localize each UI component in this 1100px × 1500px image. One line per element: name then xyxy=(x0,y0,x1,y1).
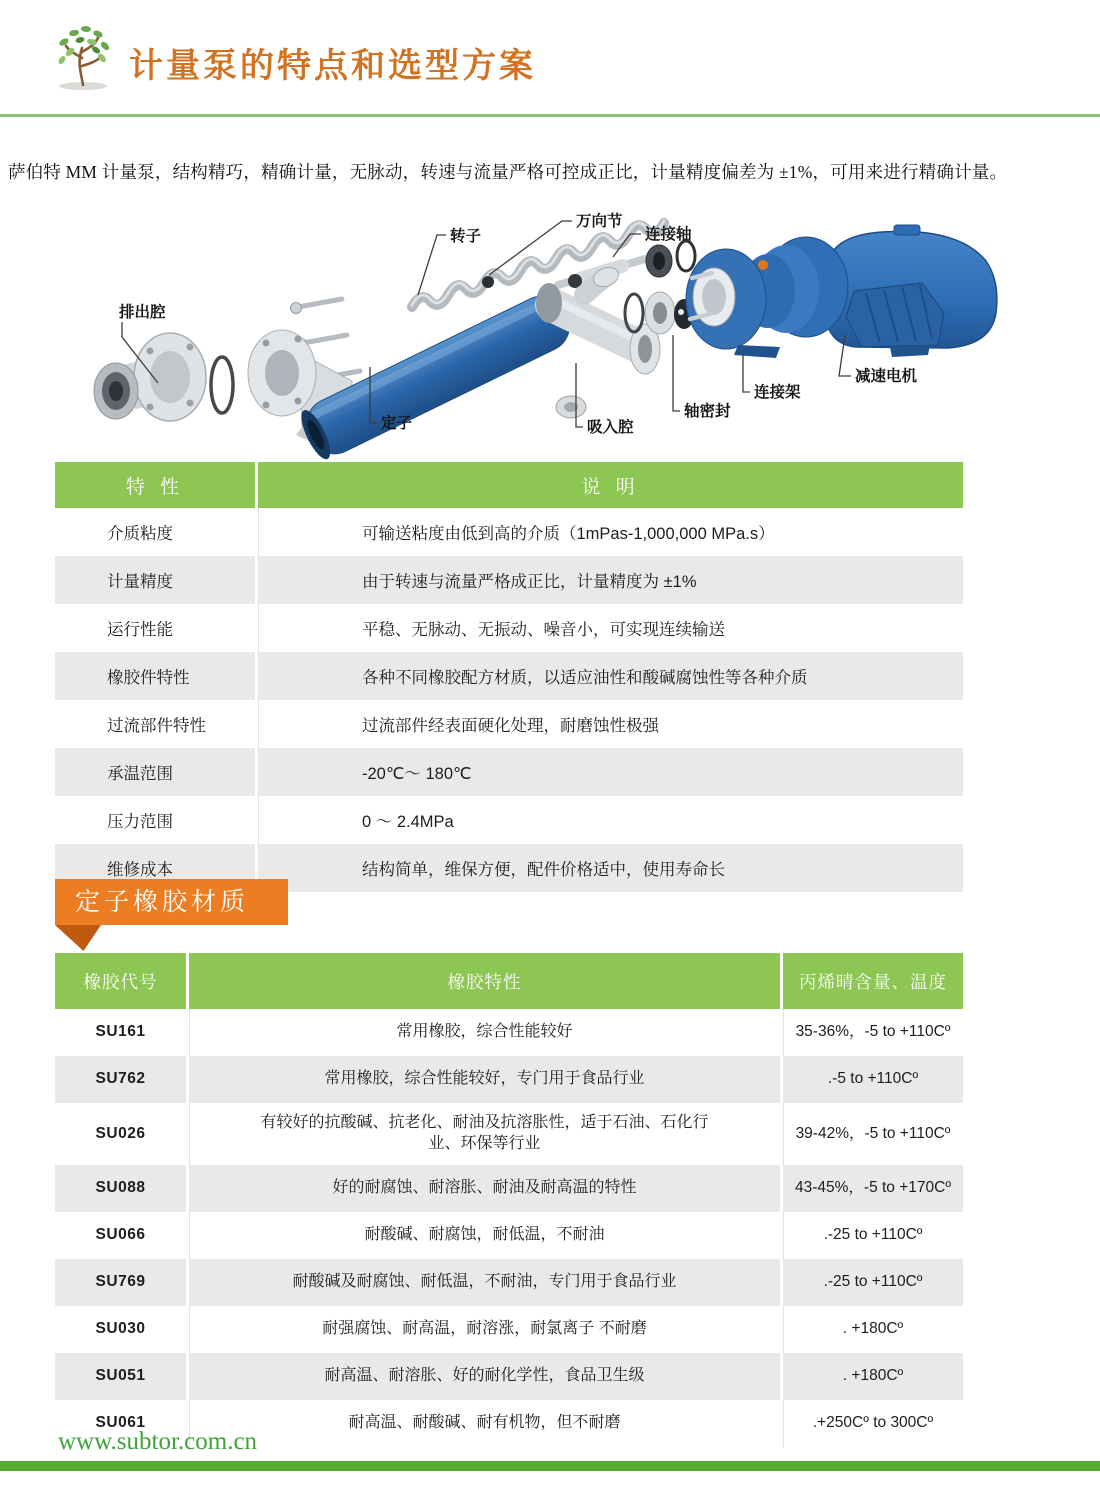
rubber-range-cell: .-5 to +110Cº xyxy=(780,1056,963,1103)
rubber-desc-cell: 好的耐腐蚀、耐溶胀、耐油及耐高温的特性 xyxy=(186,1165,780,1212)
page-title: 计量泵的特点和选型方案 xyxy=(129,48,536,85)
rubber-range-cell: .+250Cº to 300Cº xyxy=(780,1400,963,1447)
feature-name-cell: 承温范围 xyxy=(107,765,173,783)
diagram-label-stator: 定子 xyxy=(381,415,413,432)
section-banner xyxy=(55,879,288,925)
feature-row xyxy=(55,748,963,796)
rubber-row xyxy=(55,1165,963,1212)
rubber-desc-cell: 耐强腐蚀、耐高温，耐溶涨，耐氯离子 不耐磨 xyxy=(186,1306,780,1353)
feature-row xyxy=(55,700,963,748)
feature-desc-cell: 各种不同橡胶配方材质，以适应油性和酸碱腐蚀性等各种介质 xyxy=(255,652,963,700)
rubber-row xyxy=(55,1306,963,1353)
rubber-row xyxy=(55,1056,963,1103)
feature-name-cell: 运行性能 xyxy=(107,621,173,639)
rubber-desc-cell: 耐酸碱、耐腐蚀，耐低温，不耐油 xyxy=(186,1212,780,1259)
rubber-range-cell: 35-36%，-5 to +110Cº xyxy=(780,1009,963,1056)
rubber-desc-cell: 常用橡胶，综合性能较好，专门用于食品行业 xyxy=(186,1056,780,1103)
gear-motor-part xyxy=(686,225,997,358)
rubber-row xyxy=(55,1212,963,1259)
diagram-label-gear-motor: 减速电机 xyxy=(855,368,918,385)
feature-desc-cell: 由于转速与流量严格成正比，计量精度为 ±1% xyxy=(255,556,963,604)
website-link[interactable]: www.subtor.com.cn xyxy=(58,1428,258,1455)
feature-name-cell: 计量精度 xyxy=(107,573,173,591)
header-divider xyxy=(0,114,1100,117)
feature-name-cell: 过流部件特性 xyxy=(107,717,206,735)
rubber-range-cell: 39-42%，-5 to +110Cº xyxy=(780,1103,963,1165)
rubber-row xyxy=(55,1103,963,1165)
rubber-range-cell: . +180Cº xyxy=(780,1306,963,1353)
rubber-code-cell: SU161 xyxy=(95,1023,146,1041)
feature-desc-cell: 可输送粘度由低到高的介质（1mPas-1,000,000 MPa.s） xyxy=(255,508,963,556)
rubber-row xyxy=(55,1353,963,1400)
leader-rotor xyxy=(418,235,446,295)
diagram-label-universal-joint: 万向节 xyxy=(576,213,623,230)
rubber-range-cell: .-25 to +110Cº xyxy=(780,1212,963,1259)
rubber-range-cell: . +180Cº xyxy=(780,1353,963,1400)
feature-name-cell: 维修成本 xyxy=(107,861,173,879)
section-banner-label: 定子橡胶材质 xyxy=(55,879,288,925)
diagram-label-shaft-seal: 轴密封 xyxy=(684,403,731,420)
rubber-row xyxy=(55,1259,963,1306)
rubber-code-cell: SU030 xyxy=(95,1320,146,1338)
feature-row xyxy=(55,604,963,652)
rubber-code-cell: SU769 xyxy=(95,1273,146,1291)
features-table xyxy=(55,462,963,892)
rubber-code-cell: SU066 xyxy=(95,1226,146,1244)
tree-logo-icon xyxy=(52,24,116,92)
feature-desc-cell: -20℃～ 180℃ xyxy=(255,748,963,796)
feature-row xyxy=(55,556,963,604)
rubber-desc-cell: 耐高温、耐溶胀、好的耐化学性，食品卫生级 xyxy=(186,1353,780,1400)
rubber-table xyxy=(55,953,963,1447)
rubber-code-cell: SU762 xyxy=(95,1070,146,1088)
diagram-label-discharge-chamber: 排出腔 xyxy=(119,304,166,321)
features-header-row xyxy=(55,462,963,508)
leader-connecting-frame xyxy=(743,353,750,392)
features-header-desc: 说 明 xyxy=(255,462,963,508)
features-header-name: 特 性 xyxy=(55,462,255,508)
rubber-header-range: 丙烯晴含量、温度 xyxy=(780,953,963,1009)
rubber-desc-cell: 有较好的抗酸碱、抗老化、耐油及抗溶胀性，适于石油、石化行业、环保等行业 xyxy=(186,1103,780,1165)
feature-name-cell: 介质粘度 xyxy=(107,525,173,543)
rubber-header-row xyxy=(55,953,963,1009)
rubber-range-cell: 43-45%，-5 to +170Cº xyxy=(780,1165,963,1212)
rubber-code-cell: SU026 xyxy=(95,1124,146,1142)
diagram-label-connecting-shaft: 连接轴 xyxy=(645,226,692,243)
discharge-chamber-part xyxy=(94,333,206,421)
section-banner-fold xyxy=(55,925,101,951)
feature-name-cell: 压力范围 xyxy=(107,813,173,831)
rubber-code-cell: SU088 xyxy=(95,1179,146,1197)
rubber-desc-cell: 常用橡胶，综合性能较好 xyxy=(186,1009,780,1056)
rubber-code-cell: SU061 xyxy=(95,1414,146,1432)
feature-row xyxy=(55,652,963,700)
diagram-label-suction-chamber: 吸入腔 xyxy=(587,419,634,436)
diagram-label-rotor: 转子 xyxy=(450,228,482,245)
feature-desc-cell: 结构简单，维保方便，配件价格适中，使用寿命长 xyxy=(255,844,963,892)
feature-row xyxy=(55,508,963,556)
leader-shaft-seal xyxy=(673,335,680,411)
pump-exploded-diagram xyxy=(0,195,1100,463)
feature-row xyxy=(55,796,963,844)
rubber-header-desc: 橡胶特性 xyxy=(186,953,780,1009)
feature-desc-cell: 过流部件经表面硬化处理，耐磨蚀性极强 xyxy=(255,700,963,748)
drive-shaft-part xyxy=(558,241,695,288)
diagram-label-connecting-frame: 连接架 xyxy=(754,384,801,401)
rubber-code-cell: SU051 xyxy=(95,1367,146,1385)
feature-desc-cell: 平稳、无脉动、无振动、噪音小，可实现连续输送 xyxy=(255,604,963,652)
rubber-row xyxy=(55,1009,963,1056)
intro-paragraph: 萨伯特 MM 计量泵，结构精巧，精确计量，无脉动，转速与流量严格可控成正比，计量精度偏差为 ±1%，可用来进行精确计量。 xyxy=(8,162,1008,182)
footer-bar xyxy=(0,1461,1100,1471)
rubber-header-code: 橡胶代号 xyxy=(55,953,186,1009)
feature-desc-cell: 0 ～ 2.4MPa xyxy=(255,796,963,844)
feature-name-cell: 橡胶件特性 xyxy=(107,669,190,687)
rubber-desc-cell: 耐高温、耐酸碱、耐有机物，但不耐磨 xyxy=(186,1400,780,1447)
rubber-range-cell: .-25 to +110Cº xyxy=(780,1259,963,1306)
rubber-desc-cell: 耐酸碱及耐腐蚀、耐低温，不耐油，专门用于食品行业 xyxy=(186,1259,780,1306)
o-ring-part xyxy=(211,357,233,413)
